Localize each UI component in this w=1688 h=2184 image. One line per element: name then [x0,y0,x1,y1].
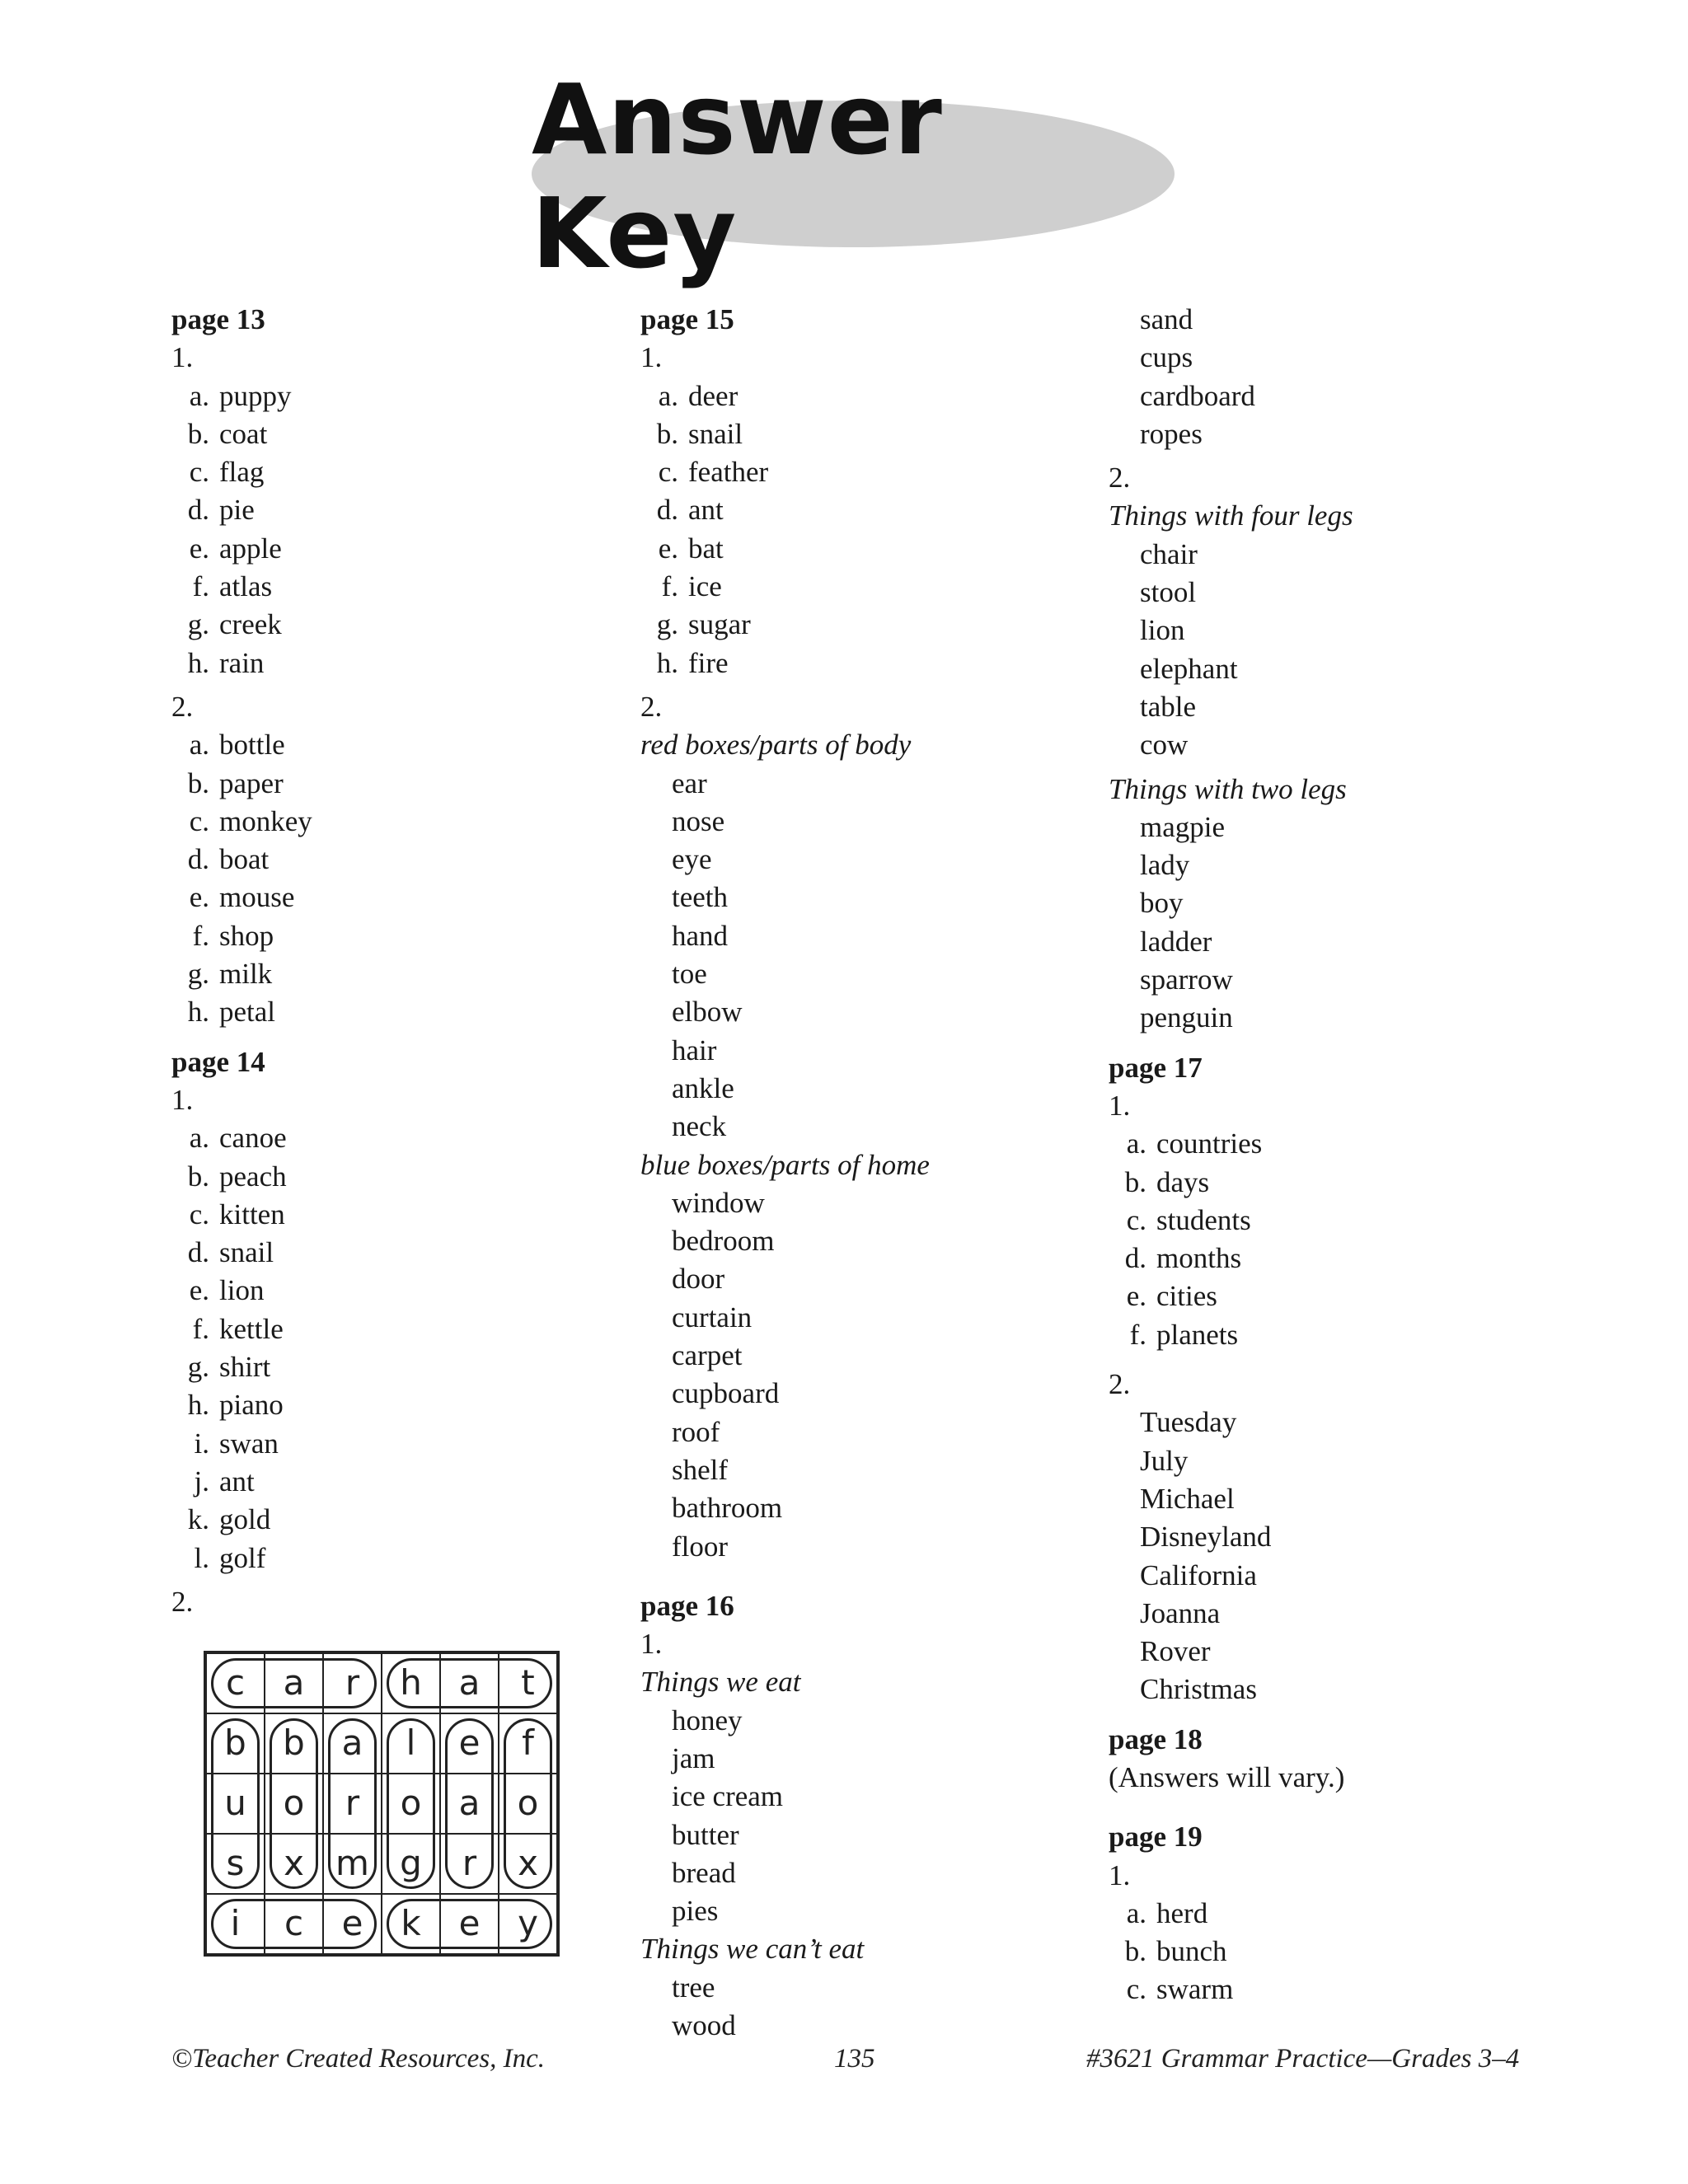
item-letter: g. [656,608,678,641]
item-letter: k. [187,1503,209,1536]
question-number: 1. [171,1083,194,1116]
question-number: 2. [1109,462,1131,494]
grid-letter: m [335,1843,369,1884]
item-letter: c. [189,456,209,489]
item-letter: d. [187,843,209,876]
grid-letter: o [517,1783,539,1824]
grid-letter: e [458,1722,481,1764]
list-item [1109,1277,1570,1315]
list-item [1109,1202,1570,1240]
grid-letter: b [224,1722,246,1764]
item-word: gold [219,1503,271,1536]
list-item: bread [672,1856,736,1889]
item-word: snail [688,417,743,450]
word-search [204,1651,600,1957]
list-item: cups [1140,341,1193,374]
grid-letter: r [462,1843,477,1884]
grid-letter: h [400,1662,422,1704]
list-item: teeth [672,881,729,914]
item-word: herd [1156,1896,1208,1929]
word-search-grid [204,1651,560,1957]
category-label: blue boxes/parts of home [640,1148,930,1181]
item-letter: h. [187,1389,209,1422]
item-letter: c. [658,456,678,489]
item-letter: a. [189,379,209,412]
item-word: sugar [688,608,751,641]
title-banner [532,63,1175,290]
list-item: tree [672,1971,715,2004]
item-letter: a. [1126,1896,1146,1929]
list-item: cardboard [1140,379,1255,412]
answer-note: (Answers will vary.) [1109,1760,1345,1793]
item-word: months [1156,1242,1242,1275]
item-word: rain [219,646,265,679]
list-item [640,530,1085,568]
list-item: Tuesday [1140,1406,1237,1439]
item-word: monkey [219,804,312,837]
item-word: shirt [219,1351,271,1384]
list-item [171,1272,600,1310]
list-item: elbow [672,996,743,1029]
word-list [1109,808,1570,1038]
list-item [1109,1933,1570,1971]
item-word: atlas [219,570,273,603]
item-word: ant [219,1465,255,1497]
item-letter: h. [187,996,209,1029]
item-word: flag [219,456,265,489]
item-word: snail [219,1236,274,1269]
section-heading: page 18 [1109,1722,1203,1755]
answer-list [171,377,600,682]
category-label: Things with two legs [1109,772,1347,805]
item-word: days [1156,1165,1210,1198]
question-number: 1. [640,1628,663,1661]
list-item [171,1119,600,1157]
question-number: 1. [171,341,194,374]
question-number: 2. [171,1585,194,1618]
list-item: July [1140,1444,1189,1477]
item-letter: d. [187,494,209,527]
list-item: table [1140,690,1197,723]
grid-letter: x [284,1843,304,1884]
list-item [171,803,600,841]
list-item [640,491,1085,529]
grid-letter: a [341,1722,363,1764]
item-letter: b. [187,1160,209,1193]
section-heading: page 14 [171,1045,265,1078]
question-number: 1. [1109,1858,1131,1891]
item-letter: a. [189,729,209,762]
grid-letter: a [458,1783,481,1824]
grid-letter: b [283,1722,305,1764]
list-item: Joanna [1140,1596,1221,1629]
item-letter: c. [189,1197,209,1230]
grid-letter: x [518,1843,538,1884]
grid-letter: y [518,1903,538,1944]
word-list [1109,1404,1570,1708]
question-number: 1. [640,341,663,374]
column-2 [640,301,1085,2045]
item-letter: i. [194,1427,209,1460]
answer-list [1109,1125,1570,1354]
list-item: chair [1140,537,1198,570]
list-item: wood [672,2009,736,2042]
list-item [171,765,600,803]
item-word: apple [219,532,282,565]
item-letter: e. [189,881,209,914]
list-item: cow [1140,729,1189,762]
item-letter: e. [1126,1280,1146,1313]
item-word: milk [219,958,273,991]
item-letter: c. [189,804,209,837]
category-label: Things we can’t eat [640,1933,865,1966]
item-word: boat [219,843,270,876]
list-item: nose [672,804,725,837]
list-item [171,841,600,879]
grid-letter: c [284,1903,304,1944]
grid-letter: k [401,1903,421,1944]
item-word: bottle [219,729,285,762]
item-letter: b. [1124,1935,1146,1968]
list-item [171,530,600,568]
list-item [1109,1125,1570,1163]
answer-list [1109,1895,1570,2009]
item-letter: e. [658,532,678,565]
list-item: ice cream [672,1780,784,1813]
list-item [1109,1971,1570,2008]
question-number: 1. [1109,1089,1131,1122]
grid-letter: r [345,1662,360,1704]
item-word: students [1156,1203,1251,1236]
list-item: sand [1140,303,1193,335]
item-word: pie [219,494,255,527]
list-item [171,491,600,529]
item-word: shop [219,919,274,952]
section-heading: page 15 [640,303,734,335]
item-word: planets [1156,1318,1239,1351]
list-item [1109,1895,1570,1933]
item-letter: e. [189,532,209,565]
grid-letter: f [522,1722,534,1764]
footer-copyright: ©Teacher Created Resources, Inc. [171,2044,546,2074]
category-label: red boxes/parts of body [640,729,912,762]
item-word: golf [219,1541,266,1574]
list-item [171,453,600,491]
list-item: roof [672,1415,720,1448]
list-item: lion [1140,614,1185,647]
list-item: bathroom [672,1492,783,1525]
list-item: ear [672,766,707,799]
list-item: hand [672,919,729,952]
grid-letter: l [406,1722,416,1764]
item-word: deer [688,379,738,412]
answer-list [171,1119,600,1577]
item-letter: c. [1126,1203,1146,1236]
list-item [171,1234,600,1272]
item-letter: f. [192,1312,209,1345]
grid-letter: s [226,1843,245,1884]
item-word: ant [688,494,724,527]
list-item [1109,1316,1570,1354]
item-word: feather [688,456,769,489]
list-item: neck [672,1110,727,1143]
item-letter: a. [1126,1127,1146,1160]
list-item: eye [672,843,712,876]
item-word: creek [219,608,282,641]
list-item: penguin [1140,1001,1233,1034]
list-item: jam [672,1741,715,1774]
question-number: 2. [1109,1368,1131,1401]
list-item [171,644,600,682]
list-item [640,415,1085,453]
item-word: puppy [219,379,292,412]
list-item [171,1463,600,1501]
item-word: coat [219,417,268,450]
list-item [640,377,1085,415]
word-list [640,1184,1085,1566]
answer-list [171,726,600,1031]
grid-letter: u [224,1783,246,1824]
item-letter: h. [187,646,209,679]
grid-letter: i [230,1903,241,1944]
list-item: ladder [1140,925,1212,958]
item-word: bunch [1156,1935,1227,1968]
footer-book-title: #3621 Grammar Practice—Grades 3–4 [1086,2044,1520,2074]
list-item [171,415,600,453]
item-letter: c. [1126,1973,1146,2006]
grid-letter: o [283,1783,305,1824]
list-item: sparrow [1140,963,1233,996]
footer-page-number: 135 [834,2044,875,2074]
word-list [640,1969,1085,2046]
item-letter: a. [658,379,678,412]
list-item [640,644,1085,682]
item-letter: d. [187,1236,209,1269]
item-letter: b. [1124,1165,1146,1198]
list-item [640,568,1085,606]
list-item [171,568,600,606]
item-letter: l. [194,1541,209,1574]
item-letter: f. [1129,1318,1146,1351]
grid-letter: a [283,1662,305,1704]
item-letter: f. [192,919,209,952]
list-item: hair [672,1033,717,1066]
list-item [640,453,1085,491]
question-number: 2. [171,690,194,723]
item-letter: f. [661,570,678,603]
list-item [171,879,600,916]
list-item [640,606,1085,644]
item-word: peach [219,1160,287,1193]
item-letter: b. [187,766,209,799]
list-item: door [672,1263,725,1296]
item-word: lion [219,1274,265,1307]
list-item: toe [672,958,707,991]
list-item: elephant [1140,652,1238,685]
word-list [1109,536,1570,765]
list-item [171,1425,600,1463]
list-item: honey [672,1704,743,1736]
list-item: ropes [1140,417,1203,450]
item-word: piano [219,1389,284,1422]
grid-letter: a [458,1662,481,1704]
grid-letter: c [225,1662,246,1704]
list-item [171,1540,600,1577]
list-item [171,1196,600,1234]
list-item: Christmas [1140,1673,1257,1706]
list-item: California [1140,1558,1257,1591]
word-list [1109,301,1570,453]
list-item: cupboard [672,1377,780,1410]
item-word: mouse [219,881,295,914]
item-letter: d. [656,494,678,527]
list-item [171,377,600,415]
list-item [1109,1240,1570,1277]
item-word: fire [688,646,729,679]
item-letter: b. [656,417,678,450]
item-word: kitten [219,1197,285,1230]
list-item: Disneyland [1140,1521,1272,1554]
list-item: shelf [672,1453,729,1486]
item-word: canoe [219,1122,287,1155]
list-item [171,1501,600,1539]
list-item: window [672,1186,765,1219]
item-word: ice [688,570,722,603]
item-word: swarm [1156,1973,1234,2006]
list-item: curtain [672,1301,753,1333]
page-title: Answer Key [532,63,943,290]
list-item [171,1310,600,1348]
grid-letter: r [345,1783,360,1824]
list-item: magpie [1140,810,1226,843]
list-item: butter [672,1818,739,1851]
grid-letter: e [341,1903,363,1944]
item-letter: a. [189,1122,209,1155]
item-word: kettle [219,1312,284,1345]
grid-letter: e [458,1903,481,1944]
list-item: bedroom [672,1225,775,1258]
list-item [1109,1164,1570,1202]
item-letter: f. [192,570,209,603]
item-letter: b. [187,417,209,450]
list-item: Michael [1140,1482,1235,1515]
list-item: carpet [672,1339,743,1372]
list-item: lady [1140,849,1190,882]
list-item: floor [672,1530,729,1563]
item-word: bat [688,532,724,565]
item-letter: h. [656,646,678,679]
item-word: paper [219,766,284,799]
item-letter: g. [187,608,209,641]
list-item [171,1158,600,1196]
list-item: stool [1140,576,1197,609]
item-letter: g. [187,958,209,991]
answer-list [640,377,1085,682]
section-heading: page 17 [1109,1051,1203,1084]
item-letter: j. [194,1465,209,1497]
list-item [171,993,600,1031]
list-item: boy [1140,887,1184,920]
word-list [640,765,1085,1146]
list-item [171,606,600,644]
section-heading: page 19 [1109,1821,1203,1854]
list-item: Rover [1140,1635,1211,1668]
item-letter: g. [187,1351,209,1384]
list-item: ankle [672,1071,734,1104]
list-item [171,1386,600,1424]
list-item [171,917,600,955]
list-item [171,955,600,993]
category-label: Things with four legs [1109,499,1353,532]
list-item: pies [672,1895,719,1928]
item-letter: e. [189,1274,209,1307]
section-heading: page 13 [171,303,265,335]
list-item [171,1348,600,1386]
item-word: swan [219,1427,279,1460]
column-3 [1109,301,1570,2009]
grid-letter: o [400,1783,422,1824]
item-word: petal [219,996,276,1029]
list-item [171,726,600,764]
question-number: 2. [640,690,663,723]
item-word: cities [1156,1280,1217,1313]
item-word: countries [1156,1127,1263,1160]
item-letter: d. [1124,1242,1146,1275]
category-label: Things we eat [640,1666,801,1699]
grid-letter: t [521,1662,535,1704]
section-heading: page 16 [640,1589,734,1622]
word-list [640,1702,1085,1931]
column-1 [171,301,600,1957]
grid-letter: g [400,1843,422,1884]
